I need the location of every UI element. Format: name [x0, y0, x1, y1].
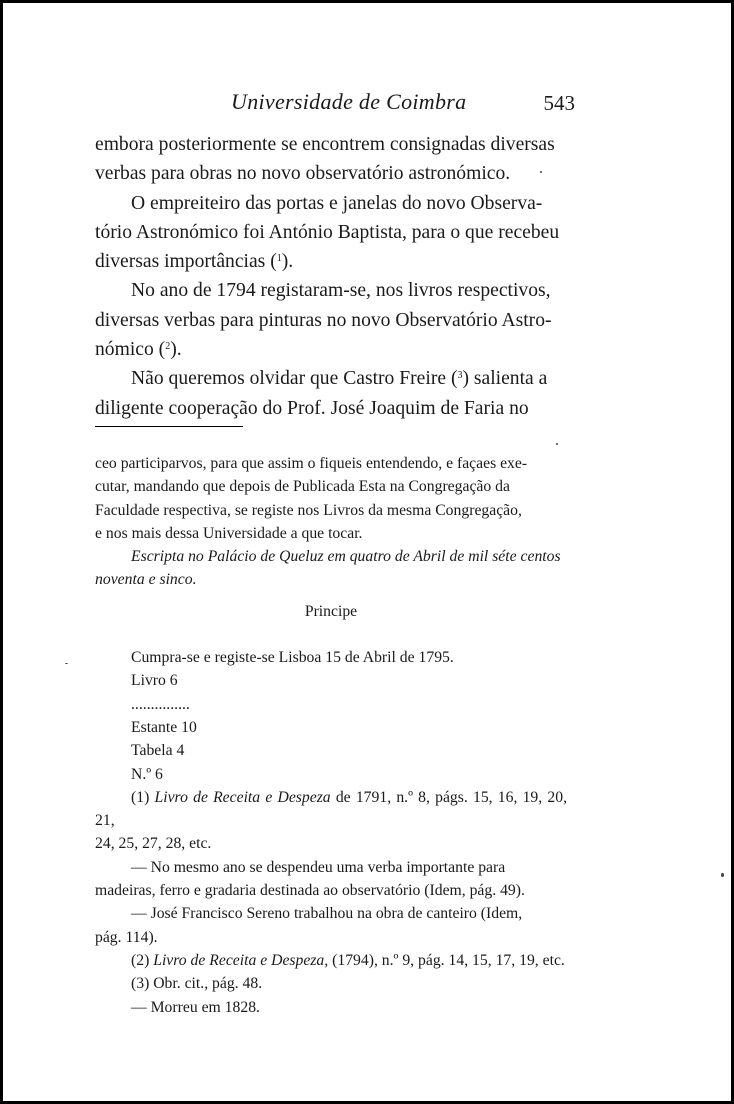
decree-text	[95, 452, 567, 545]
footnote-2	[95, 949, 567, 972]
note-line: cutar, mandando que depois de Publicada Esta na Congregação da	[95, 478, 510, 496]
footnote-1-addendum	[95, 902, 567, 949]
running-title: Universidade de Coimbra	[231, 89, 467, 114]
note-line: — José Francisco Sereno trabalhou na obra de canteiro (Idem,	[131, 905, 523, 923]
text-line: diversas verbas para pinturas no novo Observatório Astro-	[95, 309, 552, 331]
footnote-divider	[95, 426, 243, 427]
footnote-3-addendum: — Morreu em 1828.	[131, 998, 260, 1016]
footnote-ref-2: 2	[165, 341, 171, 353]
footnote-1	[95, 786, 567, 856]
note-line: de 1791, n.º 8, págs. 15, 16, 19, 20, 21,	[95, 788, 567, 830]
note-line: Escripta no Palácio de Queluz em quatro de Abril de mil séte centos	[131, 548, 561, 566]
note-line: — No mesmo ano se despendeu uma verba importante para	[131, 858, 506, 876]
paragraph-3	[95, 276, 567, 364]
text-line: diversas importâncias (	[95, 251, 277, 273]
page-header	[95, 89, 575, 119]
text-line: embora posteriormente se encontrem consignadas diversas	[95, 134, 555, 155]
scan-speck	[65, 663, 68, 664]
register-line: Cumpra-se e registe-se Lisboa 15 de Abril de 1795.	[131, 649, 454, 667]
text-line: verbas para obras no novo observatório astronómico.	[95, 163, 511, 185]
scan-speck	[540, 171, 542, 173]
text-line: Não queremos olvidar que Castro Freire (	[131, 368, 458, 390]
footnote-ref-1: 1	[276, 253, 282, 265]
text-line: diligente cooperação do Prof. José Joaquim de Faria no	[95, 397, 529, 419]
footnote-ref-3: 3	[457, 370, 463, 382]
footnote-marker: (2)	[131, 951, 150, 969]
scan-speck	[556, 443, 558, 445]
footnote-title: Livro de Receita e Despeza,	[153, 951, 329, 969]
register-line: Livro 6	[131, 672, 178, 690]
footnote-title: Livro de Receita e Despeza	[154, 788, 331, 806]
footnote-marker: (1)	[131, 788, 150, 806]
note-line: e nos mais dessa Universidade a que tocar.	[95, 524, 363, 542]
note-line: Faculdade respectiva, se registe nos Livros da mesma Congregação,	[95, 501, 522, 519]
text-line: tório Astronómico foi António Baptista, para o que recebeu	[95, 221, 560, 243]
note-line: ceo participarvos, para que assim o fiqueis entendendo, e façaes exe-	[95, 455, 528, 472]
register-line: N.º 6	[131, 765, 163, 783]
paragraph-2	[95, 189, 567, 277]
text-line-end: ).	[170, 339, 182, 361]
text-line-end: ) salienta a	[462, 368, 548, 390]
register-line: Estante 10	[131, 718, 197, 736]
text-line: nómico (	[95, 339, 166, 361]
note-line: (1794), n.º 9, pág. 14, 15, 17, 19, etc.	[328, 951, 565, 969]
note-line: pág. 114).	[95, 928, 158, 946]
footnote-3: (3) Obr. cit., pág. 48.	[131, 975, 263, 993]
text-line-end: ).	[281, 251, 294, 273]
paragraph-1	[95, 130, 567, 189]
register-line: Tabela 4	[131, 742, 185, 760]
note-line: madeiras, ferro e gradaria destinada ao observatório (Idem, pág. 49).	[95, 882, 525, 900]
paragraph-4	[95, 364, 567, 423]
register-line: ...............	[131, 695, 190, 713]
main-text	[95, 130, 567, 423]
signature-place	[95, 545, 567, 592]
text-line: O empreiteiro das portas e janelas do novo Observa-	[131, 192, 543, 214]
text-line: No ano de 1794 registaram-se, nos livros respectivos,	[131, 280, 551, 302]
note-line: noventa e sinco.	[95, 571, 197, 589]
footnote-1-addendum	[95, 856, 567, 903]
footnotes	[95, 452, 567, 1019]
scan-speck	[721, 873, 724, 877]
note-line: 24, 25, 27, 28, etc.	[95, 835, 212, 853]
signer: Principe	[304, 602, 358, 620]
page-number: 543	[543, 91, 575, 115]
